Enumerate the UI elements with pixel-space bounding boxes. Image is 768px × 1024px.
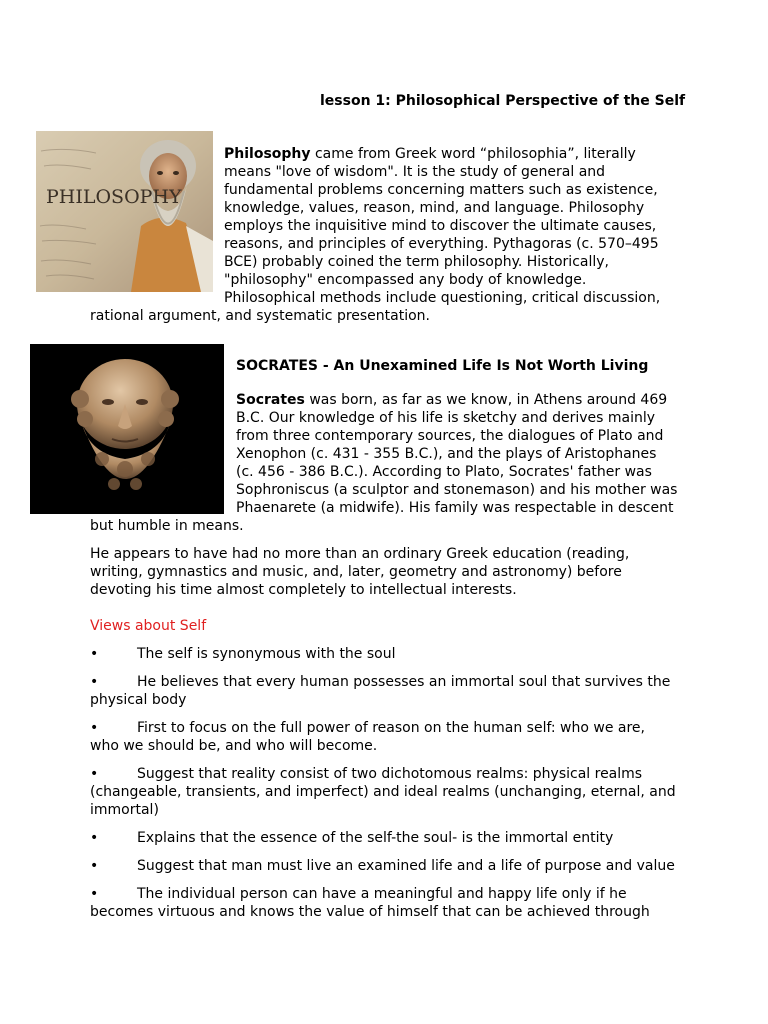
bullet-icon: • [90, 886, 99, 902]
list-item [90, 829, 678, 847]
views-list [90, 645, 678, 931]
philosophy-lead: Philosophy [224, 146, 311, 162]
list-item-text: The self is synonymous with the soul [137, 646, 396, 662]
socrates-section [90, 357, 678, 535]
bullet-icon: • [90, 720, 99, 736]
list-item-text: The individual person can have a meaningful and happy life only if he becomes virtuous and knows the value of himself that can be achieved through [90, 886, 650, 920]
socrates-text: was born, as far as we know, in Athens around 469 B.C. Our knowledge of his life is sketchy and derives mainly from three contemporary sources, the dialogues of Plato and Xenophon (c. 431 - 355 B.C.), and the plays of Aristophanes (c. 456 - 386 B.C.). According to Plato, Socrates' father was Sophroniscus (a sculptor and stonemason) and his mother was Phaenarete (a midwife). His family was respectable in descent but humble in means. [90, 392, 678, 534]
list-item-text: Explains that the essence of the self-the soul- is the immortal entity [137, 830, 614, 846]
list-item-text: Suggest that reality consist of two dichotomous realms: physical realms (changeable, transients, and imperfect) and ideal realms (unchanging, eternal, and immortal) [90, 766, 676, 818]
list-item-text: First to focus on the full power of reason on the human self: who we are, who we should be, and who will become. [90, 720, 645, 754]
list-item [90, 719, 678, 755]
list-item [90, 645, 678, 663]
bullet-icon: • [90, 674, 99, 690]
bullet-icon: • [90, 646, 99, 662]
page-title: lesson 1: Philosophical Perspective of the Self [320, 93, 686, 109]
views-title: Views about Self [90, 618, 207, 634]
socrates-heading: SOCRATES - An Unexamined Life Is Not Worth Living [236, 358, 649, 374]
bullet-icon: • [90, 858, 99, 874]
bullet-icon: • [90, 766, 99, 782]
list-item [90, 885, 678, 921]
list-item-text: Suggest that man must live an examined life and a life of purpose and value [137, 858, 675, 874]
bullet-icon: • [90, 830, 99, 846]
list-item [90, 765, 678, 819]
list-item [90, 857, 678, 875]
education-paragraph: He appears to have had no more than an ordinary Greek education (reading, writing, gymnastics and music, and, later, geometry and astronomy) before devoting his time almost completely to intellectual interests. [90, 546, 630, 598]
list-item-text: He believes that every human possesses an immortal soul that survives the physical body [90, 674, 671, 708]
philosophy-paragraph [90, 145, 678, 325]
philosophy-text: came from Greek word “philosophia”, literally means "love of wisdom". It is the study of general and fundamental problems concerning matters such as existence, knowledge, values, reason, mind, and language. Philosophy employs the inquisitive mind to discover the ultimate causes, reasons, and principles of everything. Pythagoras (c. 570–495 BCE) probably coined the term philosophy. Historically, "philosophy" encompassed any body of knowledge. Philosophical methods include questioning, critical discussion, rational argument, and systematic presentation. [90, 146, 661, 324]
philosophy-image-caption: PHILOSOPHY [46, 186, 182, 208]
list-item [90, 673, 678, 709]
socrates-lead: Socrates [236, 392, 305, 408]
